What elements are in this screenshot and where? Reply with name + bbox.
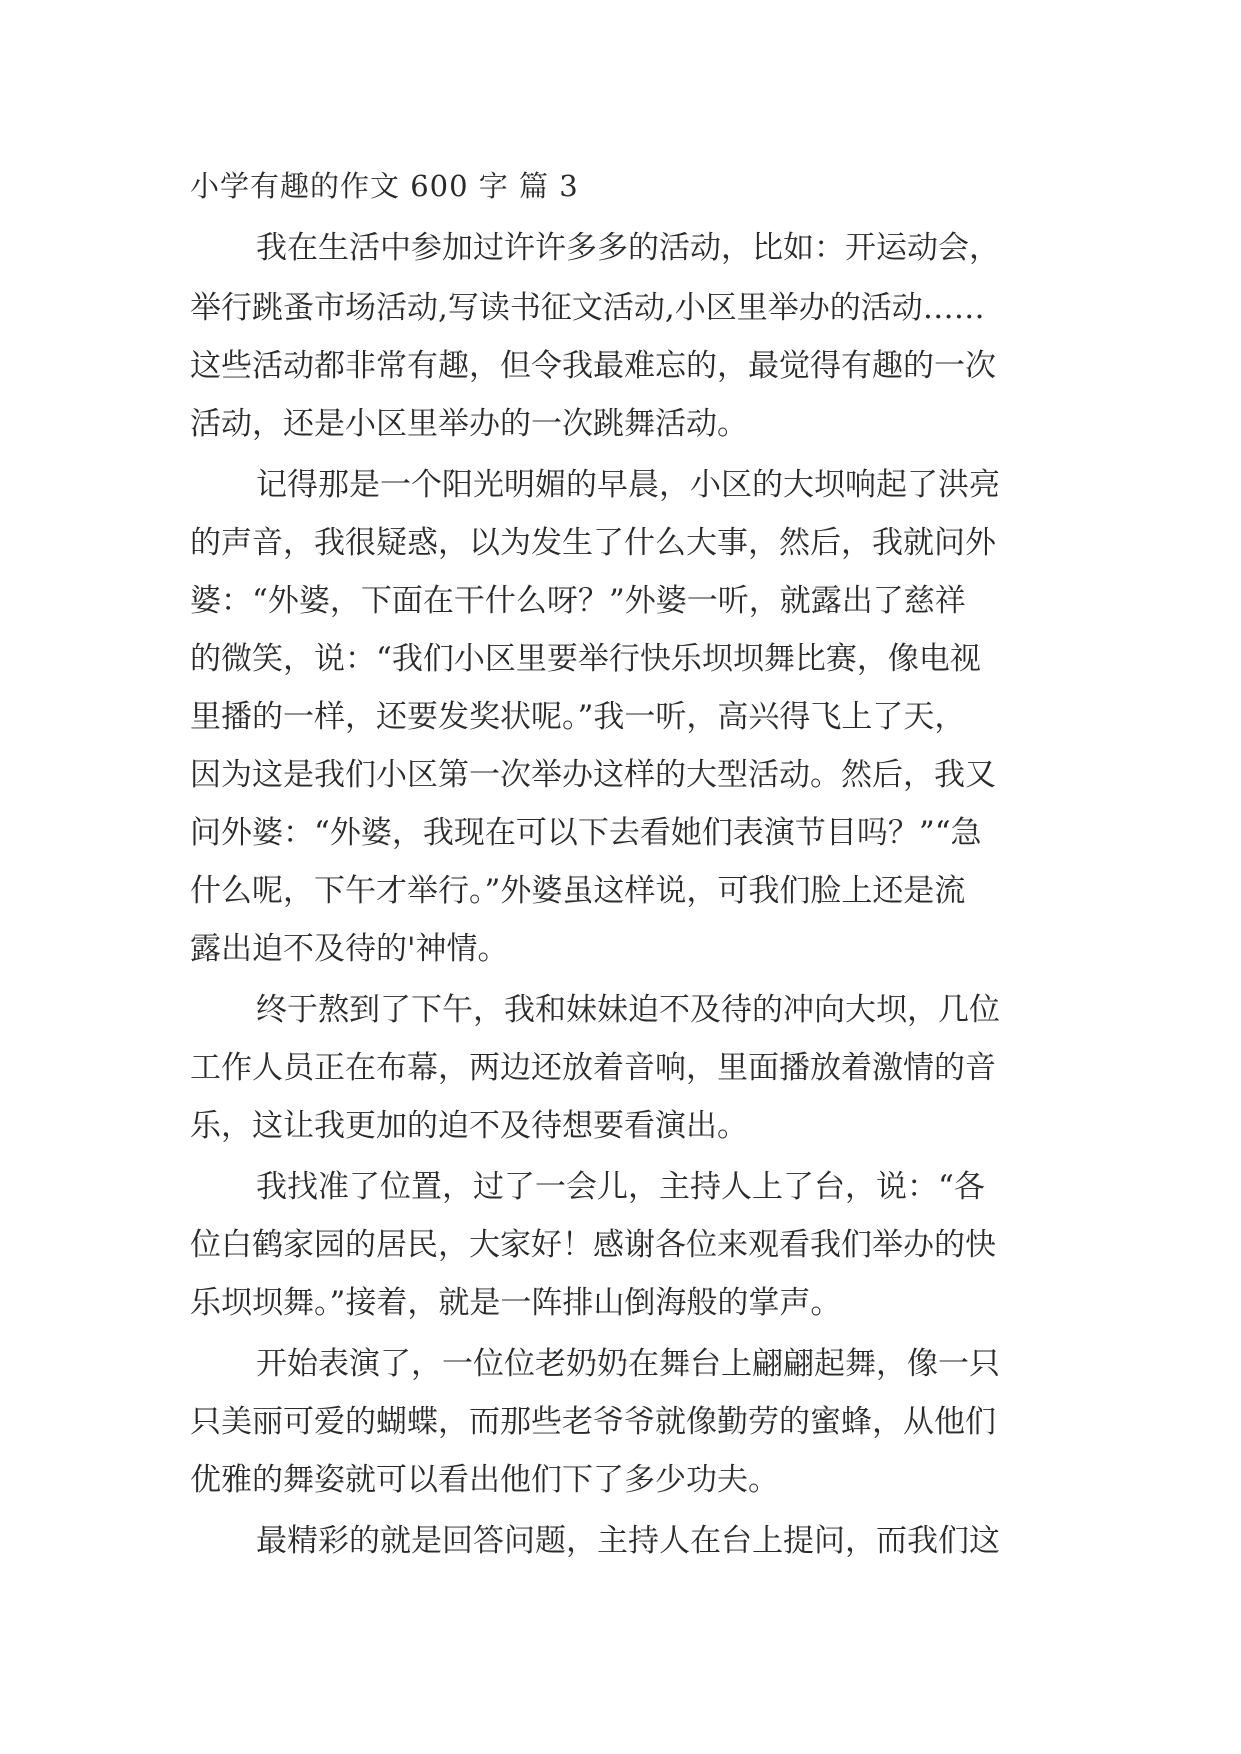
document-title: 小学有趣的作文 600 字 篇 3 xyxy=(190,169,579,203)
text-line: 什么呢，下午才举行。”外婆虽这样说，可我们脸上还是流 xyxy=(190,873,966,909)
text-line: 活动，还是小区里举办的一次跳舞活动。 xyxy=(190,406,748,442)
text-line: 问外婆：“外婆，我现在可以下去看她们表演节目吗？”“急 xyxy=(190,815,982,851)
text-line: 记得那是一个阳光明媚的早晨，小区的大坝响起了洪亮 xyxy=(256,467,1000,503)
text-line: 这些活动都非常有趣，但令我最难忘的，最觉得有趣的一次 xyxy=(190,348,996,384)
text-line: 我在生活中参加过许许多多的活动，比如：开运动会， xyxy=(256,230,1000,266)
text-line: 的微笑，说：“我们小区里要举行快乐坝坝舞比赛，像电视 xyxy=(190,641,981,677)
text-line: 最精彩的就是回答问题，主持人在台上提问，而我们这 xyxy=(256,1523,1000,1559)
text-line: 露出迫不及待的'神情。 xyxy=(190,931,509,967)
text-line: 乐，这让我更加的迫不及待想要看演出。 xyxy=(190,1108,748,1144)
text-line: 乐坝坝舞。”接着，就是一阵排山倒海般的掌声。 xyxy=(190,1285,842,1321)
text-line: 里播的一样，还要发奖状呢。”我一听，高兴得飞上了天， xyxy=(190,699,966,735)
text-line: 优雅的舞姿就可以看出他们下了多少功夫。 xyxy=(190,1462,779,1498)
text-line: 婆：“外婆，下面在干什么呀？”外婆一听，就露出了慈祥 xyxy=(190,583,966,619)
text-line: 开始表演了，一位位老奶奶在舞台上翩翩起舞，像一只 xyxy=(256,1346,1000,1382)
text-line: 只美丽可爱的蝴蝶，而那些老爷爷就像勤劳的蜜蜂，从他们 xyxy=(190,1404,996,1440)
text-line: 因为这是我们小区第一次举办这样的大型活动。然后，我又 xyxy=(190,757,996,793)
text-line: 我找准了位置，过了一会儿，主持人上了台，说：“各 xyxy=(256,1169,985,1205)
text-line: 工作人员正在布幕，两边还放着音响，里面播放着激情的音 xyxy=(190,1050,996,1086)
text-line: 举行跳蚤市场活动,写读书征文活动,小区里举办的活动…… xyxy=(190,290,985,326)
text-line: 位白鹤家园的居民，大家好！感谢各位来观看我们举办的快 xyxy=(190,1227,996,1263)
text-line: 的声音，我很疑惑，以为发生了什么大事，然后，我就问外 xyxy=(190,525,996,561)
text-line: 终于熬到了下午，我和妹妹迫不及待的冲向大坝，几位 xyxy=(256,992,1000,1028)
